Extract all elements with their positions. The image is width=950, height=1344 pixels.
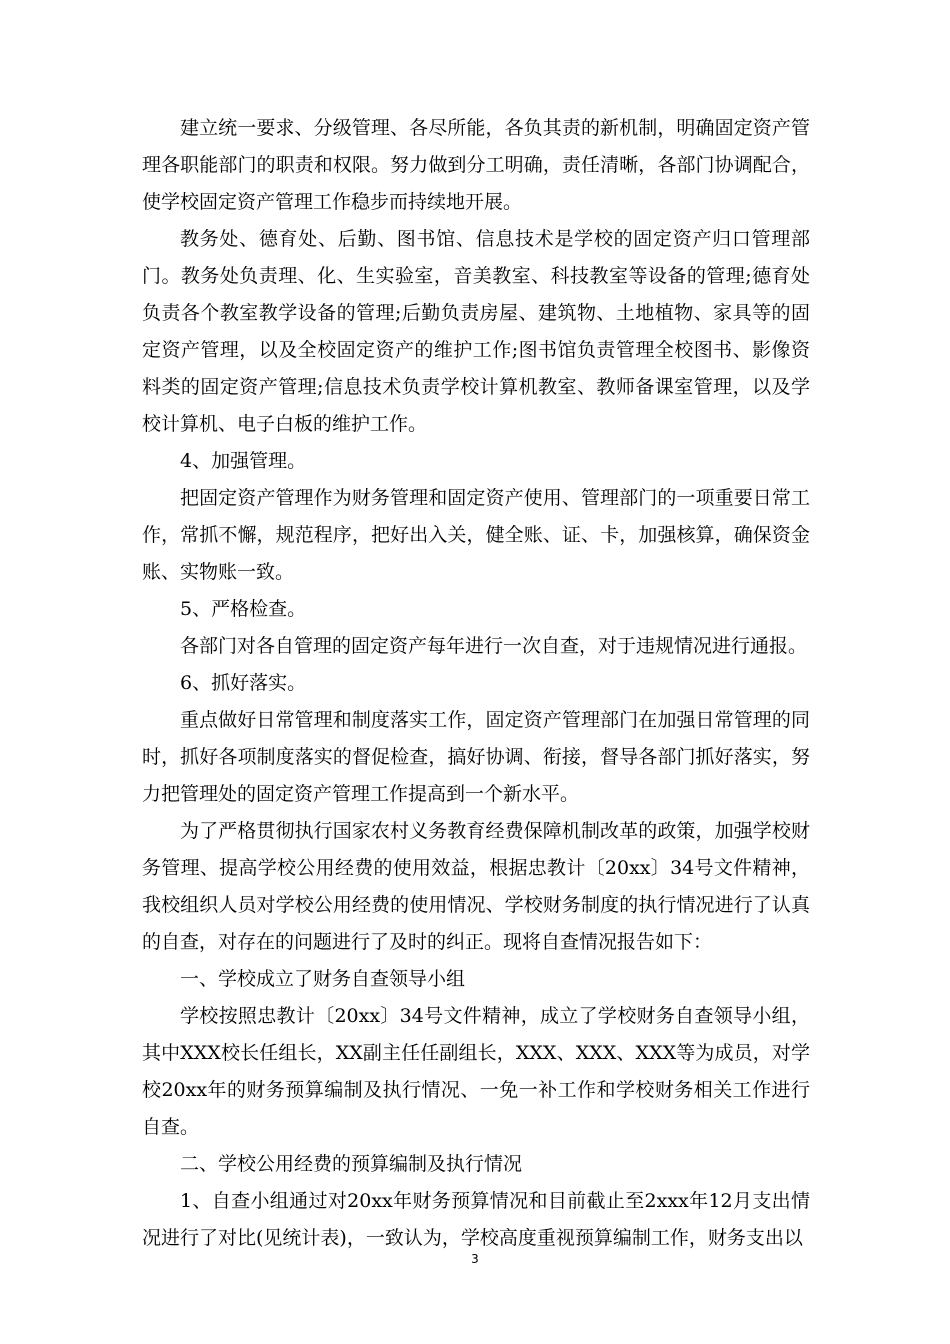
- paragraph-self-inspection-intro: 为了严格贯彻执行国家农村义务教育经费保障机制改革的政策，加强学校财务管理、提高学校公用经费的使用效益，根据忠教计〔20xx〕34号文件精神，我校组织人员对学校公用经费的使用情况、学校财务制度的执行情况进行了认真的自查，对存在的问题进行了及时的纠正。现将自查情况报告如下：: [142, 820, 810, 953]
- paragraph-strict-inspection: 各部门对各自管理的固定资产每年进行一次自查，对于违规情况进行通报。: [180, 635, 808, 657]
- heading-strict-inspection: 5、严格检查。: [180, 598, 307, 620]
- document-body: [142, 110, 810, 1257]
- paragraph-leadership-group: 学校按照忠教计〔20xx〕34号文件精神，成立了学校财务自查领导小组，其中XXX校长任组长，XX副主任任副组长，XXX、XXX、XXX等为成员，对学校20xx年的财务预算编制及执行情况、一免一补工作和学校财务相关工作进行自查。: [142, 1005, 810, 1138]
- heading-implementation: 6、抓好落实。: [180, 672, 307, 694]
- paragraph-budget-comparison: 1、自查小组通过对20xx年财务预算情况和目前截止至2xxx年12月支出情况进行了对比(见统计表)，一致认为，学校高度重视预算编制工作，财务支出以: [142, 1190, 810, 1249]
- paragraph-departments: 教务处、德育处、后勤、图书馆、信息技术是学校的固定资产归口管理部门。教务处负责理、化、生实验室，音美教室、科技教室等设备的管理;德育处负责各个教室教学设备的管理;后勤负责房屋、建筑物、土地植物、家具等的固定资产管理，以及全校固定资产的维护工作;图书馆负责管理全校图书、影像资料类的固定资产管理;信息技术负责学校计算机教室、教师备课室管理，以及学校计算机、电子白板的维护工作。: [142, 228, 810, 435]
- paragraph-implementation: 重点做好日常管理和制度落实工作，固定资产管理部门在加强日常管理的同时，抓好各项制度落实的督促检查，搞好协调、衔接，督导各部门抓好落实，努力把管理处的固定资产管理工作提高到一个新水平。: [142, 709, 810, 805]
- heading-leadership-group: 一、学校成立了财务自查领导小组: [180, 968, 466, 990]
- heading-strengthen-management: 4、加强管理。: [180, 450, 307, 472]
- paragraph-strengthen-management: 把固定资产管理作为财务管理和固定资产使用、管理部门的一项重要日常工作，常抓不懈，规范程序，把好出入关，健全账、证、卡，加强核算，确保资金账、实物账一致。: [142, 487, 810, 583]
- heading-budget: 二、学校公用经费的预算编制及执行情况: [180, 1153, 523, 1175]
- page-number: 3: [471, 1252, 479, 1266]
- paragraph-responsibility-mechanism: 建立统一要求、分级管理、各尽所能，各负其责的新机制，明确固定资产管理各职能部门的职责和权限。努力做到分工明确，责任清晰，各部门协调配合，使学校固定资产管理工作稳步而持续地开展。: [142, 117, 810, 213]
